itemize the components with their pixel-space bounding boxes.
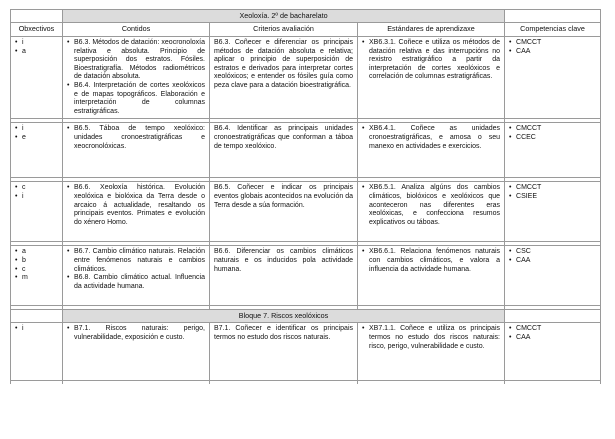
competences-cell <box>505 37 601 119</box>
section-header-row <box>11 10 601 23</box>
column-header-criteria: Criterios avaliación <box>210 23 358 37</box>
content-list <box>67 248 205 291</box>
objective-item: • i <box>15 125 58 134</box>
objective-list <box>15 125 58 142</box>
criteria-cell <box>210 123 358 178</box>
objective-item: • a <box>15 248 58 257</box>
content-item: • B6.8. Cambio climático actual. Influencia da actividade humana. <box>67 274 205 291</box>
competences-cell <box>505 182 601 242</box>
curriculum-sheet <box>10 9 600 384</box>
competence-item: • CAA <box>509 48 596 57</box>
objectives-cell <box>11 37 63 119</box>
competence-item: • CAA <box>509 334 596 343</box>
competences-cell <box>505 323 601 381</box>
table-row <box>11 182 601 242</box>
gap-cell <box>505 381 601 385</box>
gap-cell <box>63 381 210 385</box>
standards-cell <box>358 37 505 119</box>
competence-item: • CCEC <box>509 134 596 143</box>
column-header-standards: Estándares de aprendizaxe <box>358 23 505 37</box>
table-body <box>11 10 601 385</box>
objective-list <box>15 184 58 201</box>
competence-item: • CAA <box>509 257 596 266</box>
content-item: • B6.7. Cambio climático naturais. Relación entre fenómenos naturais e cambios climáticos. <box>67 248 205 274</box>
row-gap <box>11 381 601 385</box>
standard-list <box>362 125 500 151</box>
criteria-cell <box>210 246 358 306</box>
competence-list <box>509 325 596 342</box>
standard-list <box>362 325 500 351</box>
competence-item: • CSIEE <box>509 193 596 202</box>
objective-item: • e <box>15 134 58 143</box>
section-header-row <box>11 310 601 323</box>
criteria-text: B6.6. Diferenciar os cambios climáticos naturais e os inducidos pola actividade humana. <box>214 248 353 273</box>
objective-item: • i <box>15 193 58 202</box>
competence-item: • CMCCT <box>509 184 596 193</box>
table-row <box>11 37 601 119</box>
competence-list <box>509 248 596 265</box>
objective-list <box>15 325 58 334</box>
competence-item: • CSC <box>509 248 596 257</box>
competence-list <box>509 39 596 56</box>
column-header-objectives: Obxectivos <box>11 23 63 37</box>
column-header-contents: Contidos <box>63 23 210 37</box>
content-item: • B6.6. Xeoloxía histórica. Evolución xeolóxica e biolóxica da Terra desde o arcaico á actualidade, resaltando os principais eventos. Primates e evolución do xénero Homo. <box>67 184 205 227</box>
content-item: • B6.5. Táboa de tempo xeolóxico: unidades cronoestratigráficas e xeocronolóxicas. <box>67 125 205 151</box>
content-list <box>67 184 205 227</box>
objective-item: • i <box>15 325 58 334</box>
content-list <box>67 39 205 116</box>
objectives-cell <box>11 323 63 381</box>
standards-cell <box>358 246 505 306</box>
objectives-cell <box>11 182 63 242</box>
objective-list <box>15 39 58 56</box>
section-header-spacer <box>11 10 63 23</box>
criteria-text: B7.1. Coñecer e identificar os principais termos no estudo dos riscos naturais. <box>214 325 353 341</box>
standard-item: • XB6.3.1. Coñece e utiliza os métodos de datación relativa e das interrupcións no rexistro estratigráfico a partir da interpretación de cortes xeolóxicos e correlación de columnas estratigráficas. <box>362 39 500 82</box>
gap-cell <box>11 381 63 385</box>
competence-list <box>509 125 596 142</box>
criteria-cell <box>210 182 358 242</box>
criteria-text: B6.3. Coñecer e diferenciar os principais métodos de datación absoluta e relativa; aplicar o principio de superposición de estratos e derivados para interpretar cortes xeolóxicos; e entender os fósiles guía como peza clave para a datación bioestratigráfica. <box>214 39 353 89</box>
column-header-competences: Competencias clave <box>505 23 601 37</box>
objective-item: • b <box>15 257 58 266</box>
criteria-cell <box>210 323 358 381</box>
section-header-spacer <box>505 10 601 23</box>
content-item: • B6.4. Interpretación de cortes xeolóxicos e de mapas topográficos. Elaboración e interpretación de columnas estratigráficas. <box>67 82 205 116</box>
standard-item: • XB6.6.1. Relaciona fenómenos naturais con cambios climáticos, e valora a influencia da actividade humana. <box>362 248 500 274</box>
content-item: • B6.3. Métodos de datación: xeocronoloxía relativa e absoluta. Principio de superposición dos estratos. Fósiles. Bioestratigrafía. Métodos radiométricos de datación absoluta. <box>67 39 205 82</box>
section-header-spacer <box>11 310 63 323</box>
objective-list <box>15 248 58 282</box>
contents-cell <box>63 246 210 306</box>
standards-cell <box>358 182 505 242</box>
section-title: Xeoloxía. 2º de bacharelato <box>63 10 505 23</box>
gap-cell <box>210 381 358 385</box>
competence-item: • CMCCT <box>509 325 596 334</box>
content-item: • B7.1. Riscos naturais: perigo, vulnerabilidade, exposición e custo. <box>67 325 205 342</box>
column-header-row <box>11 23 601 37</box>
contents-cell <box>63 182 210 242</box>
standard-item: • XB6.4.1. Coñece as unidades cronoestratigráficas, e amosa o seu manexo en actividades e exercicios. <box>362 125 500 151</box>
table-row <box>11 246 601 306</box>
competences-cell <box>505 123 601 178</box>
contents-cell <box>63 37 210 119</box>
objective-item: • m <box>15 274 58 283</box>
standard-list <box>362 248 500 274</box>
standards-cell <box>358 323 505 381</box>
objective-item: • c <box>15 184 58 193</box>
standards-cell <box>358 123 505 178</box>
objectives-cell <box>11 123 63 178</box>
table-row <box>11 123 601 178</box>
competences-cell <box>505 246 601 306</box>
criteria-cell <box>210 37 358 119</box>
contents-cell <box>63 123 210 178</box>
content-list <box>67 325 205 342</box>
objective-item: • c <box>15 266 58 275</box>
section-header-spacer <box>505 310 601 323</box>
competence-item: • CMCCT <box>509 39 596 48</box>
standard-item: • XB7.1.1. Coñece e utiliza os principais termos no estudo dos riscos naturais: risco, perigo, vulnerabilidade e custo. <box>362 325 500 351</box>
standard-list <box>362 184 500 227</box>
contents-cell <box>63 323 210 381</box>
standard-item: • XB6.5.1. Analiza algúns dos cambios climáticos, biolóxicos e xeolóxicos que aconteceron nas diferentes eras xeolóxicas, e confecciona resumos explicativos ou táboas. <box>362 184 500 227</box>
criteria-text: B6.4. Identificar as principais unidades cronoestratigráficas que conforman a táboa de tempo xeolóxico. <box>214 125 353 150</box>
curriculum-table <box>10 9 601 384</box>
objective-item: • a <box>15 48 58 57</box>
gap-cell <box>358 381 505 385</box>
objective-item: • i <box>15 39 58 48</box>
section-title: Bloque 7. Riscos xeolóxicos <box>63 310 505 323</box>
standard-list <box>362 39 500 82</box>
competence-list <box>509 184 596 201</box>
content-list <box>67 125 205 151</box>
table-row <box>11 323 601 381</box>
objectives-cell <box>11 246 63 306</box>
criteria-text: B6.5. Coñecer e indicar os principais eventos globais acontecidos na evolución da Terra desde a súa formación. <box>214 184 353 209</box>
competence-item: • CMCCT <box>509 125 596 134</box>
